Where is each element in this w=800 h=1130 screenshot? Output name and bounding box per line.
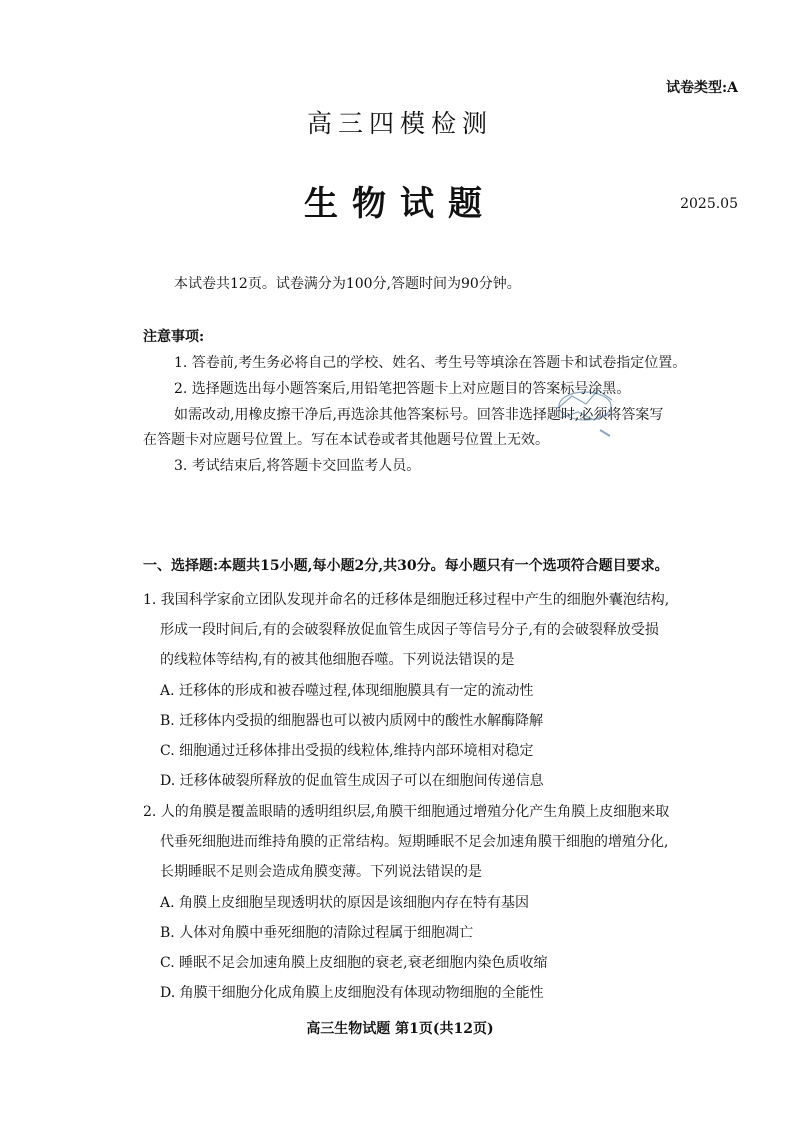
exam-intro: 本试卷共12页。试卷满分为100分,答题时间为90分钟。 xyxy=(174,276,521,292)
question-2-option-a: A. 角膜上皮细胞呈现透明状的原因是该细胞内存在特有基因 xyxy=(160,895,530,911)
exam-date: 2025.05 xyxy=(680,196,738,212)
subject-title: 生物试题 xyxy=(304,184,496,224)
question-1-stem-line: 形成一段时间后,有的会破裂释放促血管生成因子等信号分子,有的会破裂释放受损 xyxy=(160,622,659,638)
notice-line: 3. 考试结束后,将答题卡交回监考人员。 xyxy=(174,458,421,474)
notice-line: 如需改动,用橡皮擦干净后,再选涂其他答案标号。回答非选择题时,必须将答案写 xyxy=(174,407,664,423)
question-2-stem-line: 长期睡眠不足则会造成角膜变薄。下列说法错误的是 xyxy=(160,864,482,880)
notice-line: 1. 答卷前,考生务必将自己的学校、姓名、考生号等填涂在答题卡和试卷指定位置。 xyxy=(174,355,687,371)
question-1-stem-line: 1. 我国科学家俞立团队发现并命名的迁移体是细胞迁移过程中产生的细胞外囊泡结构, xyxy=(143,592,670,608)
exam-name: 高三四模检测 xyxy=(306,109,493,138)
question-1-option-c: C. 细胞通过迁移体排出受损的线粒体,维持内部环境相对稳定 xyxy=(160,743,534,759)
section-heading: 一、选择题:本题共15小题,每小题2分,共30分。每小题只有一个选项符合题目要求。 xyxy=(143,558,669,574)
watermark-stamp-icon xyxy=(550,378,620,438)
page-footer: 高三生物试题 第1页(共12页) xyxy=(306,1021,494,1037)
question-2-option-c: C. 睡眠不足会加速角膜上皮细胞的衰老,衰老细胞内染色质收缩 xyxy=(160,955,548,971)
question-2-option-b: B. 人体对角膜中垂死细胞的清除过程属于细胞凋亡 xyxy=(160,925,474,941)
question-2-stem-line: 代垂死细胞进而维持角膜的正常结构。短期睡眠不足会加速角膜干细胞的增殖分化, xyxy=(160,834,669,850)
question-1-option-a: A. 迁移体的形成和被吞噬过程,体现细胞膜具有一定的流动性 xyxy=(160,683,534,699)
paper-type-label: 试卷类型:A xyxy=(665,80,738,96)
question-1-option-b: B. 迁移体内受损的细胞器也可以被内质网中的酸性水解酶降解 xyxy=(160,713,544,729)
question-2-option-d: D. 角膜干细胞分化成角膜上皮细胞没有体现动物细胞的全能性 xyxy=(160,985,544,1001)
question-1-option-d: D. 迁移体破裂所释放的促血管生成因子可以在细胞间传递信息 xyxy=(160,773,544,789)
notice-line: 在答题卡对应题号位置上。写在本试卷或者其他题号位置上无效。 xyxy=(143,432,549,448)
question-1-stem-line: 的线粒体等结构,有的被其他细胞吞噬。下列说法错误的是 xyxy=(160,652,515,668)
notice-line: 2. 选择题选出每小题答案后,用铅笔把答题卡上对应题目的答案标号涂黑。 xyxy=(174,381,631,397)
question-2-stem-line: 2. 人的角膜是覆盖眼睛的透明组织层,角膜干细胞通过增殖分化产生角膜上皮细胞来取 xyxy=(143,804,670,820)
notice-heading: 注意事项: xyxy=(143,329,205,345)
